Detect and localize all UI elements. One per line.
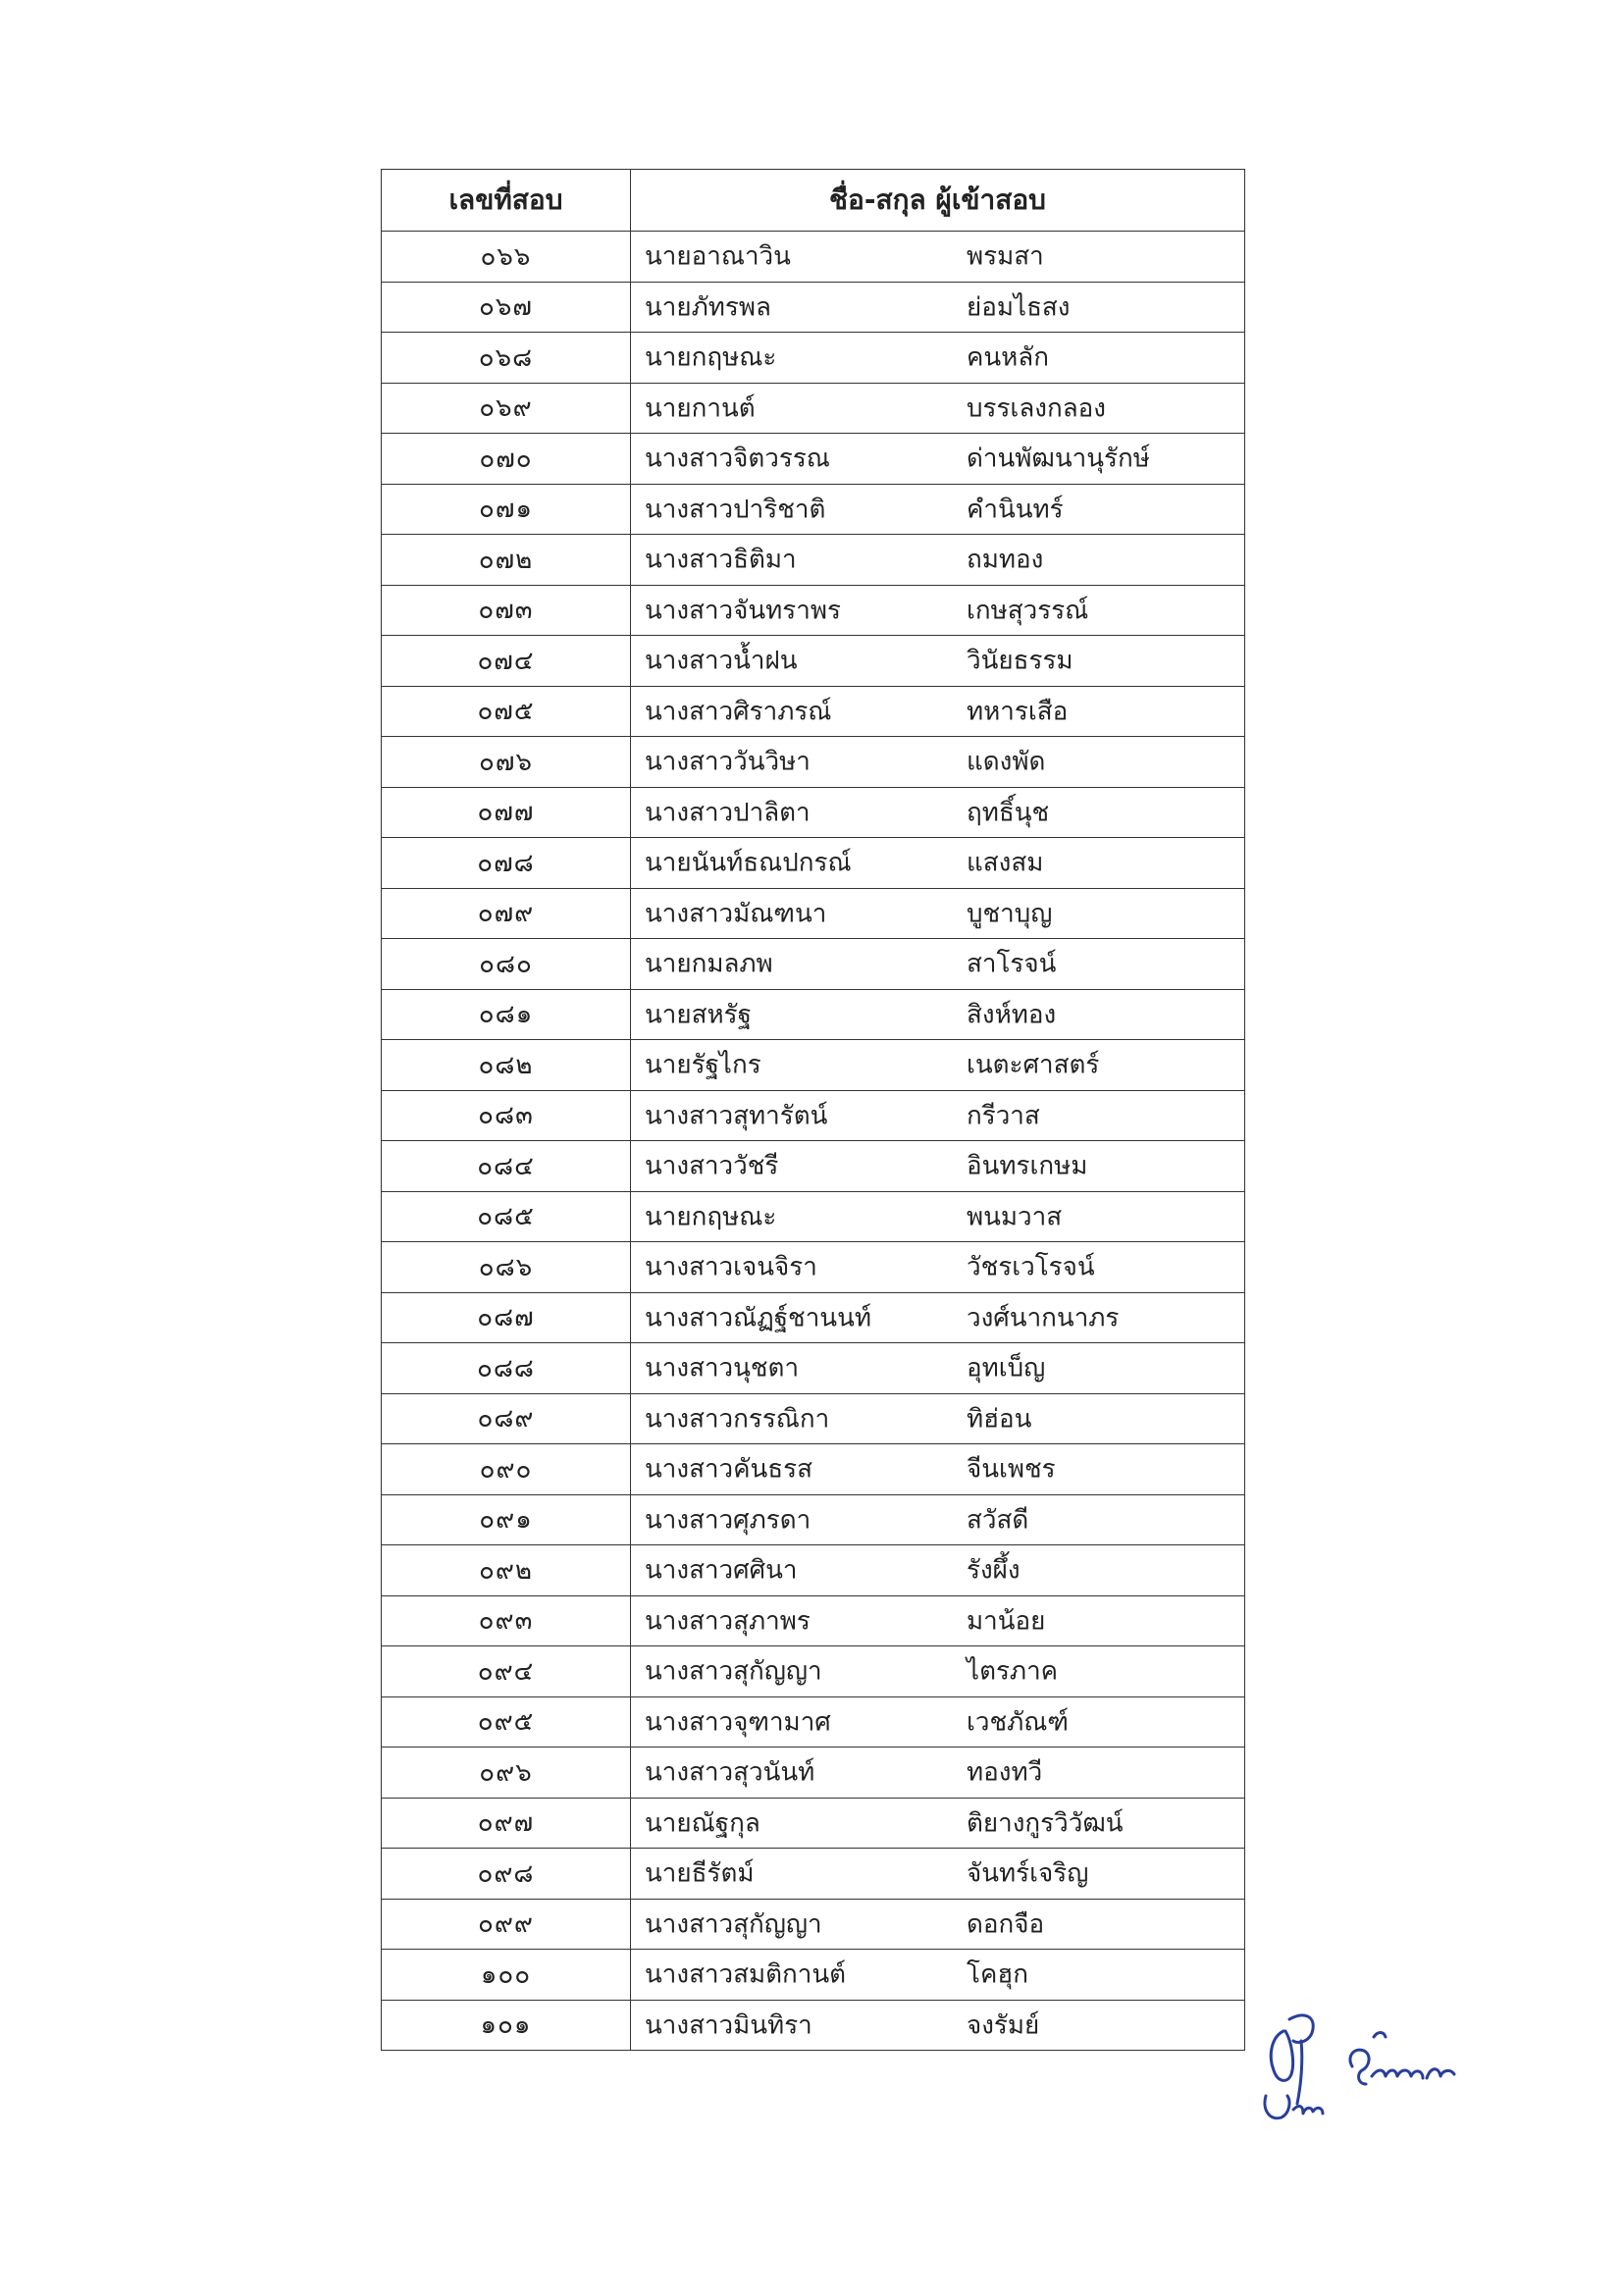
family-name: จงรัมย์ [967,2010,1040,2041]
family-name: ดอกจือ [967,1909,1045,1940]
given-name: นางสาวจุฑามาศ [645,1707,831,1738]
family-name: อุทเบ็ญ [967,1353,1046,1383]
examinee-name-cell [631,333,1245,384]
exam-number-cell: ๐๗๑ [382,484,631,535]
examinee-name-cell [631,2000,1245,2051]
examinee-name-cell [631,636,1245,687]
family-name: วงศ์นากนาภร [967,1303,1120,1333]
table-row [382,434,1245,485]
family-name: สวัสดี [967,1505,1029,1536]
table-row [382,1595,1245,1646]
table-header-row [382,170,1245,232]
examinee-name-cell [631,535,1245,586]
exam-number-cell: ๐๙๙ [382,1899,631,1950]
family-name: พนมวาส [967,1202,1063,1232]
examinee-name-cell [631,1798,1245,1849]
given-name: นางสาวมินทิรา [645,2010,812,2041]
family-name: เนตะศาสตร์ [967,1050,1100,1080]
given-name: นางสาวคันธรส [645,1454,813,1485]
examinee-name-cell [631,737,1245,788]
family-name: ติยางกูรวิวัฒน์ [967,1808,1124,1839]
given-name: นายสหรัฐ [645,1000,752,1030]
table-row [382,1849,1245,1900]
family-name: คนหลัก [967,342,1049,373]
given-name: นางสาวสุภาพร [645,1606,811,1637]
given-name: นางสาวสมติกานต์ [645,1959,847,1990]
examinee-name-cell [631,1950,1245,2001]
examinee-name-cell [631,282,1245,333]
table-row [382,1141,1245,1192]
examinee-name-cell [631,1040,1245,1091]
given-name: นางสาวกรรณิกา [645,1404,830,1435]
header-examinee-name: ชื่อ-สกุล ผู้เข้าสอบ [631,170,1245,232]
family-name: วินัยธรรม [967,646,1073,676]
table-row [382,1899,1245,1950]
table-row [382,1494,1245,1545]
given-name: นายรัฐไกร [645,1050,761,1080]
exam-number-cell: ๐๘๑ [382,989,631,1040]
family-name: แดงพัด [967,747,1046,777]
exam-number-cell: ๐๙๒ [382,1545,631,1596]
family-name: ถมทอง [967,545,1044,575]
examinee-name-cell [631,1595,1245,1646]
table-row [382,232,1245,283]
table-row [382,1292,1245,1343]
family-name: พรมสา [967,241,1044,272]
exam-number-cell: ๐๙๘ [382,1849,631,1900]
examinee-name-cell [631,484,1245,535]
examinee-name-cell [631,1393,1245,1444]
table-row [382,282,1245,333]
exam-number-cell: ๐๗๐ [382,434,631,485]
table-row [382,1343,1245,1394]
exam-number-cell: ๐๖๖ [382,232,631,283]
family-name: ทหารเสือ [967,697,1069,727]
family-name: รังผึ้ง [967,1555,1021,1586]
exam-number-cell: ๐๘๙ [382,1393,631,1444]
given-name: นางสาววัชรี [645,1151,779,1181]
given-name: นางสาวมัณฑนา [645,899,827,929]
given-name: นางสาวศุภรดา [645,1505,812,1536]
exam-number-cell: ๐๙๓ [382,1595,631,1646]
table-row [382,1748,1245,1799]
table-row [382,787,1245,838]
family-name: เกษสุวรรณ์ [967,596,1089,626]
exam-number-cell: ๐๘๓ [382,1090,631,1141]
table-row [382,1191,1245,1242]
exam-number-cell: ๐๖๘ [382,333,631,384]
family-name: วัชรเวโรจน์ [967,1252,1095,1282]
given-name: นายภัทรพล [645,292,771,323]
table-row [382,585,1245,636]
exam-number-cell: ๐๘๗ [382,1292,631,1343]
given-name: นางสาวศิราภรณ์ [645,697,832,727]
given-name: นางสาววันวิษา [645,747,811,777]
family-name: กรีวาส [967,1101,1040,1131]
exam-number-cell: ๐๗๒ [382,535,631,586]
examinee-name-cell [631,1545,1245,1596]
exam-number-cell: ๐๘๐ [382,939,631,990]
examinee-name-cell [631,383,1245,434]
table-row [382,888,1245,939]
exam-number-cell: ๐๙๕ [382,1696,631,1748]
table-row [382,2000,1245,2051]
family-name: ย่อมไธสง [967,292,1071,323]
given-name: นายกมลภพ [645,949,773,979]
exam-number-cell: ๐๗๓ [382,585,631,636]
examinee-name-cell [631,1696,1245,1748]
family-name: เวชภัณฑ์ [967,1707,1069,1738]
exam-number-cell: ๐๙๔ [382,1646,631,1697]
table-row [382,1444,1245,1495]
examinee-name-cell [631,1899,1245,1950]
exam-number-cell: ๐๘๘ [382,1343,631,1394]
table-row [382,1040,1245,1091]
family-name: บูชาบุญ [967,899,1053,929]
exam-number-cell: ๐๙๖ [382,1748,631,1799]
family-name: มาน้อย [967,1606,1046,1637]
given-name: นายกานต์ [645,393,756,424]
table-row [382,1646,1245,1697]
table-row [382,1242,1245,1293]
examinee-name-cell [631,686,1245,737]
family-name: ไตรภาค [967,1656,1059,1687]
family-name: สิงห์ทอง [967,1000,1057,1030]
examinee-name-cell [631,1494,1245,1545]
given-name: นางสาวธิติมา [645,545,797,575]
examinee-name-cell [631,939,1245,990]
exam-number-cell: ๐๗๖ [382,737,631,788]
table-row [382,686,1245,737]
exam-number-cell: ๐๘๕ [382,1191,631,1242]
table-row [382,838,1245,889]
given-name: นางสาวปาลิตา [645,798,811,828]
family-name: แสงสม [967,848,1044,878]
exam-number-cell: ๑๐๐ [382,1950,631,2001]
exam-number-cell: ๐๗๕ [382,686,631,737]
header-exam-number: เลขที่สอบ [382,170,631,232]
table-row [382,1798,1245,1849]
exam-number-cell: ๐๙๗ [382,1798,631,1849]
family-name: บรรเลงกลอง [967,393,1106,424]
examinee-table [381,169,1245,2051]
examinee-name-cell [631,232,1245,283]
family-name: จันทร์เจริญ [967,1858,1089,1889]
exam-number-cell: ๑๐๑ [382,2000,631,2051]
exam-number-cell: ๐๘๒ [382,1040,631,1091]
given-name: นางสาวนุชตา [645,1353,800,1383]
examinee-name-cell [631,434,1245,485]
signature-image [1244,2002,1499,2139]
family-name: อินทรเกษม [967,1151,1088,1181]
examinee-name-cell [631,989,1245,1040]
exam-number-cell: ๐๖๙ [382,383,631,434]
given-name: นางสาวศศินา [645,1555,798,1586]
table-row [382,535,1245,586]
exam-number-cell: ๐๙๐ [382,1444,631,1495]
family-name: ทองทวี [967,1757,1043,1788]
family-name: โคฮุก [967,1959,1028,1990]
family-name: สาโรจน์ [967,949,1057,979]
given-name: นายธีรัตม์ [645,1858,755,1889]
exam-number-cell: ๐๘๔ [382,1141,631,1192]
given-name: นายอาณาวิน [645,241,791,272]
examinee-name-cell [631,1748,1245,1799]
given-name: นางสาวจันทราพร [645,596,841,626]
exam-number-cell: ๐๖๗ [382,282,631,333]
examinee-name-cell [631,1141,1245,1192]
examinee-name-cell [631,1090,1245,1141]
family-name: ฤทธิ์นุช [967,798,1050,828]
given-name: นางสาวสุกัญญา [645,1656,822,1687]
table-row [382,1393,1245,1444]
family-name: คำนินทร์ [967,495,1064,525]
given-name: นางสาวสุวนันท์ [645,1757,815,1788]
examinee-name-cell [631,1343,1245,1394]
examinee-name-cell [631,1849,1245,1900]
table-row [382,1696,1245,1748]
examinee-name-cell [631,1292,1245,1343]
family-name: จีนเพชร [967,1454,1056,1485]
examinee-name-cell [631,1242,1245,1293]
exam-number-cell: ๐๙๑ [382,1494,631,1545]
exam-number-cell: ๐๘๖ [382,1242,631,1293]
table-body [382,232,1245,2051]
table-row [382,737,1245,788]
examinee-name-cell [631,585,1245,636]
given-name: นางสาวน้ำฝน [645,646,798,676]
examinee-name-cell [631,838,1245,889]
given-name: นางสาวณัฏฐ์ชานนท์ [645,1303,871,1333]
given-name: นางสาวสุกัญญา [645,1909,822,1940]
table-row [382,939,1245,990]
examinee-name-cell [631,1191,1245,1242]
table-row [382,1090,1245,1141]
given-name: นางสาวปาริชาติ [645,495,826,525]
table-row [382,1950,1245,2001]
exam-number-cell: ๐๗๔ [382,636,631,687]
exam-number-cell: ๐๗๘ [382,838,631,889]
exam-number-cell: ๐๗๙ [382,888,631,939]
table-row [382,636,1245,687]
exam-number-cell: ๐๗๗ [382,787,631,838]
given-name: นายกฤษณะ [645,342,777,373]
table-row [382,989,1245,1040]
examinee-name-cell [631,1444,1245,1495]
table-row [382,484,1245,535]
given-name: นายนันท์ธณปกรณ์ [645,848,852,878]
examinee-name-cell [631,1646,1245,1697]
given-name: นางสาวเจนจิรา [645,1252,817,1282]
family-name: ทิฮ่อน [967,1404,1032,1435]
given-name: นางสาวจิตวรรณ [645,444,830,474]
table-row [382,383,1245,434]
given-name: นายณัฐกุล [645,1808,760,1839]
examinee-name-cell [631,787,1245,838]
examinee-name-cell [631,888,1245,939]
table-row [382,1545,1245,1596]
table-row [382,333,1245,384]
family-name: ด่านพัฒนานุรักษ์ [967,444,1150,474]
given-name: นางสาวสุทารัตน์ [645,1101,828,1131]
given-name: นายกฤษณะ [645,1202,777,1232]
